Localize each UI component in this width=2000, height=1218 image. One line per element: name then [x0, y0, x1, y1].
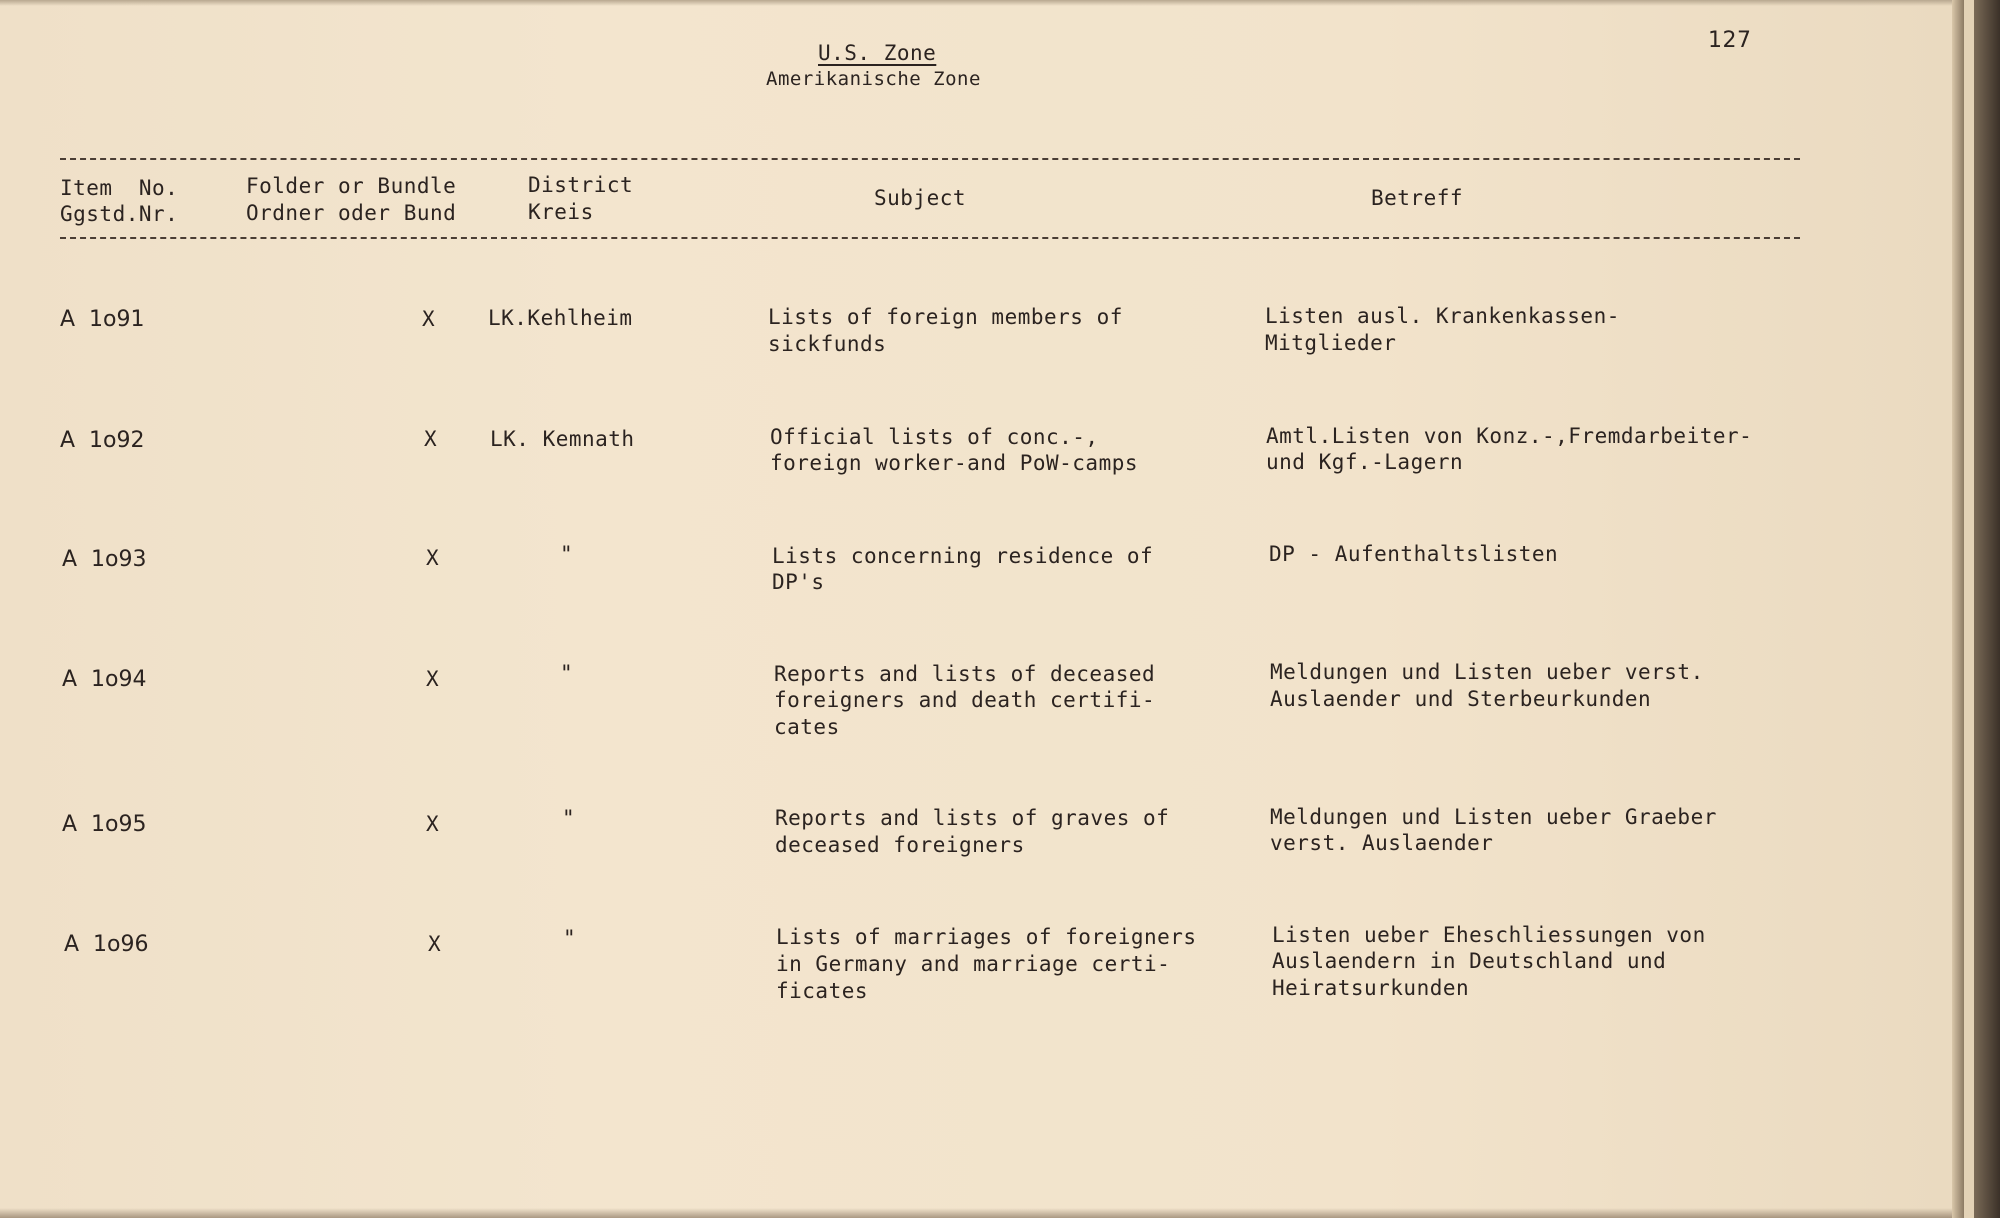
row-5-subject-line-1: Reports and lists of graves of [775, 806, 1170, 830]
row-3-subject-line-1: Lists concerning residence of [772, 544, 1154, 568]
column-header-district-de: Kreis [528, 200, 594, 224]
row-4-subject-line-1: Reports and lists of deceased [774, 662, 1156, 686]
row-2-subject-line-2: foreign worker-and PoW-camps [770, 451, 1139, 475]
column-header-item-no-de: Ggstd.Nr. [60, 202, 179, 226]
zone-title-english: U.S. Zone [818, 41, 937, 65]
header-top-rule [60, 158, 1800, 160]
row-1-subject-line-2: sickfunds [768, 332, 887, 356]
row-2-item-no: A 1o92 [60, 428, 145, 453]
row-4-betreff-line-2: Auslaender und Sterbeurkunden [1270, 687, 1652, 711]
row-3-betreff-line-1: DP - Aufenthaltslisten [1269, 542, 1559, 566]
row-5-subject-line-2: deceased foreigners [775, 833, 1025, 857]
row-6-subject-line-2: in Germany and marriage certi- [776, 952, 1171, 976]
row-6-subject-line-1: Lists of marriages of foreigners [776, 925, 1197, 949]
row-3-subject-line-2: DP's [772, 570, 825, 594]
row-2-betreff-line-2: und Kgf.-Lagern [1266, 450, 1464, 474]
row-6-item-no: A 1o96 [64, 932, 149, 957]
row-1-subject-line-1: Lists of foreign members of [768, 305, 1123, 329]
row-1-district: LK.Kehlheim [488, 306, 633, 330]
column-header-district-en: District [528, 173, 634, 197]
column-header-folder-en: Folder or Bundle [246, 174, 457, 198]
column-header-folder-de: Ordner oder Bund [246, 201, 457, 225]
row-1-betreff-line-1: Listen ausl. Krankenkassen- [1265, 304, 1620, 328]
row-6-subject-line-3: ficates [776, 979, 869, 1003]
column-header-subject: Subject [874, 186, 967, 210]
page-number: 127 [1708, 28, 1752, 53]
row-4-item-no: A 1o94 [62, 667, 147, 692]
book-page-stack [1964, 0, 1974, 1218]
column-header-item-no-en: Item No. [60, 176, 179, 200]
row-1-betreff-line-2: Mitglieder [1265, 331, 1397, 355]
header-bottom-rule [60, 237, 1800, 239]
row-4-betreff-line-1: Meldungen und Listen ueber verst. [1270, 660, 1704, 684]
column-header-betreff: Betreff [1371, 186, 1464, 210]
row-3-item-no: A 1o93 [62, 547, 147, 572]
row-3-folder-mark: X [426, 546, 440, 570]
row-2-district: LK. Kemnath [490, 427, 635, 451]
row-1-folder-mark: X [422, 307, 436, 331]
row-1-item-no: A 1o91 [60, 307, 145, 332]
row-6-district-ditto: " [563, 926, 577, 950]
row-2-betreff-line-1: Amtl.Listen von Konz.-,Fremdarbeiter- [1266, 424, 1753, 448]
row-5-item-no: A 1o95 [62, 812, 147, 837]
zone-title-german: Amerikanische Zone [766, 68, 981, 90]
row-6-betreff-line-2: Auslaendern in Deutschland und [1272, 949, 1667, 973]
row-6-folder-mark: X [428, 932, 442, 956]
book-page-edge [1952, 0, 1964, 1218]
row-5-folder-mark: X [426, 812, 440, 836]
row-4-subject-line-3: cates [774, 715, 840, 739]
row-5-betreff-line-1: Meldungen und Listen ueber Graeber [1270, 805, 1717, 829]
book-binding-edge [1974, 0, 2000, 1218]
row-3-district-ditto: " [560, 542, 574, 566]
row-2-subject-line-1: Official lists of conc.-, [770, 425, 1099, 449]
row-4-district-ditto: " [560, 661, 574, 685]
row-4-folder-mark: X [426, 667, 440, 691]
row-4-subject-line-2: foreigners and death certifi- [774, 688, 1156, 712]
row-5-district-ditto: " [562, 806, 576, 830]
row-6-betreff-line-3: Heiratsurkunden [1272, 976, 1470, 1000]
row-6-betreff-line-1: Listen ueber Eheschliessungen von [1272, 923, 1706, 947]
row-2-folder-mark: X [424, 427, 438, 451]
row-5-betreff-line-2: verst. Auslaender [1270, 831, 1494, 855]
